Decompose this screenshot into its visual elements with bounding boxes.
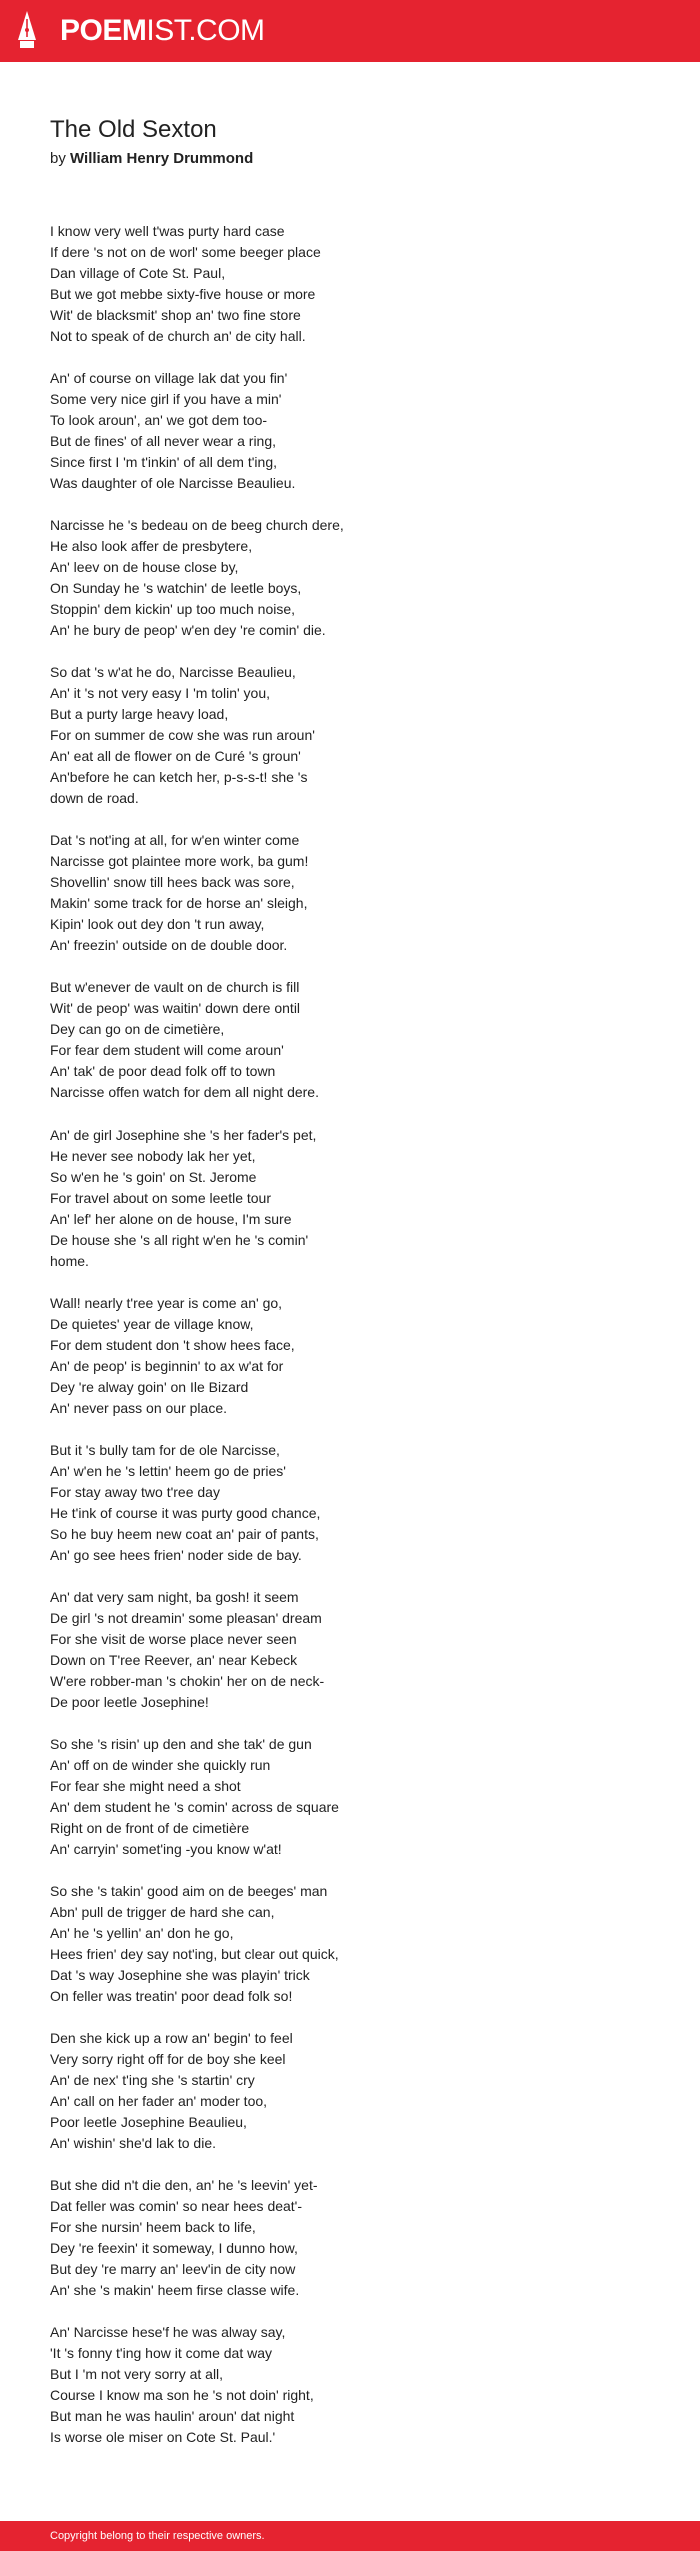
poem-line: W'ere robber-man 's chokin' her on de neck- bbox=[50, 1672, 325, 1689]
poem-line: If dere 's not on de worl' some beeger place bbox=[50, 244, 321, 260]
poem-line: Dey 're alway goin' on Ile Bizard bbox=[50, 1378, 249, 1395]
site-logo[interactable] bbox=[60, 14, 265, 48]
poem-line: An' leev on de house close by, bbox=[50, 559, 239, 576]
poem-line: Narcisse offen watch for dem all night dere. bbox=[50, 1084, 319, 1101]
poem-stanza bbox=[50, 221, 650, 347]
poem-line: So dat 's w'at he do, Narcisse Beaulieu, bbox=[50, 664, 296, 681]
poem-line: Wit' de peop' was waitin' down dere ontil bbox=[50, 1000, 301, 1017]
poem-line: For she visit de worse place never seen bbox=[50, 1630, 297, 1647]
poem-line: Down on T'ree Reever, an' near Kebeck bbox=[50, 1651, 298, 1668]
poem-stanza bbox=[50, 1125, 650, 1272]
poem-line: Abn' pull de trigger de hard she can, bbox=[50, 1904, 275, 1921]
poem-stanza bbox=[50, 2322, 650, 2448]
poem-stanza bbox=[50, 830, 650, 956]
poem-line: Den she kick up a row an' begin' to feel bbox=[50, 2030, 293, 2047]
poem-line: Narcisse got plaintee more work, ba gum! bbox=[50, 853, 309, 870]
poem-line: An' Narcisse hese'f he was alway say, bbox=[50, 2324, 286, 2341]
poem-line: I know very well t'was purty hard case bbox=[50, 223, 285, 239]
poem-line: De house she 's all right w'en he 's comin' bbox=[50, 1231, 309, 1248]
poem-line: Wit' de blacksmit' shop an' two fine store bbox=[50, 307, 301, 323]
poem-line: Right on de front of de cimetière bbox=[50, 1819, 250, 1836]
poem-line: An' de nex' t'ing she 's startin' cry bbox=[50, 2072, 255, 2089]
poem-line: An' dem student he 's comin' across de square bbox=[50, 1798, 339, 1815]
poem-line: Not to speak of de church an' de city hall. bbox=[50, 328, 306, 344]
poem-line: Dey can go on de cimetière, bbox=[50, 1021, 225, 1038]
site-header bbox=[0, 0, 700, 62]
poem-line: For on summer de cow she was run aroun' bbox=[50, 727, 315, 744]
poem-line: He never see nobody lak her yet, bbox=[50, 1147, 256, 1164]
poem-line: Dan village of Cote St. Paul, bbox=[50, 265, 226, 281]
poem-line: Wall! nearly t'ree year is come an' go, bbox=[50, 1294, 283, 1311]
poem-line: An' de girl Josephine she 's her fader's pet, bbox=[50, 1126, 317, 1143]
poem-line: An'before he can ketch her, p-s-s-t! she 's bbox=[50, 769, 308, 786]
poem-line: Kipin' look out dey don 't run away, bbox=[50, 916, 265, 933]
poem-stanza bbox=[50, 662, 650, 809]
poem-line: Since first I 'm t'inkin' of all dem t'ing, bbox=[50, 454, 277, 471]
poem-line: For fear she might need a shot bbox=[50, 1777, 241, 1794]
poem-stanza bbox=[50, 1440, 650, 1566]
poem-stanza bbox=[50, 2028, 650, 2154]
poem-line: So w'en he 's goin' on St. Jerome bbox=[50, 1168, 257, 1185]
poem-line: Dey 're feexin' it someway, I dunno how, bbox=[50, 2240, 298, 2257]
poem-line: An' off on de winder she quickly run bbox=[50, 1756, 271, 1773]
poem-body bbox=[50, 221, 650, 2469]
poem-line: An' wishin' she'd lak to die. bbox=[50, 2135, 216, 2152]
poem-line: Stoppin' dem kickin' up too much noise, bbox=[50, 601, 296, 618]
poem-line: home. bbox=[50, 1252, 89, 1269]
poem-title: The Old Sexton bbox=[50, 116, 217, 143]
poem-stanza bbox=[50, 1293, 650, 1419]
poem-line: An' de peop' is beginnin' to ax w'at for bbox=[50, 1357, 284, 1374]
poem-line: For she nursin' heem back to life, bbox=[50, 2219, 256, 2236]
poem-line: An' w'en he 's lettin' heem go de pries' bbox=[50, 1462, 286, 1479]
poem-line: An' carryin' somet'ing -you know w'at! bbox=[50, 1840, 282, 1857]
poem-line: But she did n't die den, an' he 's leevin' yet- bbox=[50, 2177, 318, 2194]
poem-stanza bbox=[50, 515, 650, 641]
poem-line: An' dat very sam night, ba gosh! it seem bbox=[50, 1588, 299, 1605]
poem-line: But w'enever de vault on de church is fill bbox=[50, 979, 300, 996]
poem-line: Course I know ma son he 's not doin' right, bbox=[50, 2387, 314, 2404]
poem-stanza bbox=[50, 2175, 650, 2301]
poem-line: An' it 's not very easy I 'm tolin' you, bbox=[50, 685, 271, 702]
poem-line: An' lef' her alone on de house, I'm sure bbox=[50, 1210, 292, 1227]
poem-stanza bbox=[50, 368, 650, 494]
poem-line: An' of course on village lak dat you fin' bbox=[50, 370, 288, 387]
poem-line: To look aroun', an' we got dem too- bbox=[50, 412, 268, 429]
poem-line: An' eat all de flower on de Curé 's groun' bbox=[50, 748, 301, 765]
poem-line: Poor leetle Josephine Beaulieu, bbox=[50, 2114, 247, 2131]
poem-line: De quietes' year de village know, bbox=[50, 1315, 254, 1332]
poem-line: An' go see hees frien' noder side de bay. bbox=[50, 1546, 302, 1563]
poem-line: An' he 's yellin' an' don he go, bbox=[50, 1925, 234, 1942]
poem-line: Very sorry right off for de boy she keel bbox=[50, 2051, 286, 2068]
poem-line: But we got mebbe sixty-five house or more bbox=[50, 286, 316, 302]
by-label: by bbox=[50, 150, 66, 167]
poem-line: For dem student don 't show hees face, bbox=[50, 1336, 295, 1353]
poem-stanza bbox=[50, 1881, 650, 2007]
pen-nib-icon bbox=[16, 10, 38, 50]
site-footer bbox=[0, 2521, 700, 2551]
poem-line: Makin' some track for de horse an' sleigh, bbox=[50, 895, 308, 912]
poem-line: Dat feller was comin' so near hees deat'- bbox=[50, 2198, 303, 2215]
poem-line: On feller was treatin' poor dead folk so! bbox=[50, 1988, 293, 2005]
poem-line: But I 'm not very sorry at all, bbox=[50, 2366, 224, 2383]
poem-line: Hees frien' dey say not'ing, but clear out quick, bbox=[50, 1946, 339, 1963]
poem-line: Narcisse he 's bedeau on de beeg church dere, bbox=[50, 517, 344, 534]
poem-line: For travel about on some leetle tour bbox=[50, 1189, 272, 1206]
poem-stanza bbox=[50, 1587, 650, 1713]
poem-line: But a purty large heavy load, bbox=[50, 706, 229, 723]
poem-line: But de fines' of all never wear a ring, bbox=[50, 433, 277, 450]
poem-line: So she 's risin' up den and she tak' de gun bbox=[50, 1735, 312, 1752]
poem-line: 'It 's fonny t'ing how it come dat way bbox=[50, 2345, 273, 2362]
poem-line: So she 's takin' good aim on de beeges' man bbox=[50, 1883, 328, 1900]
poem-line: Shovellin' snow till hees back was sore, bbox=[50, 874, 295, 891]
poem-line: For stay away two t'ree day bbox=[50, 1483, 220, 1500]
poem-line: An' she 's makin' heem firse classe wife. bbox=[50, 2282, 300, 2299]
author-name: William Henry Drummond bbox=[70, 150, 254, 167]
poem-line: De girl 's not dreamin' some pleasan' dream bbox=[50, 1609, 322, 1626]
poem-stanza bbox=[50, 1734, 650, 1860]
poem-line: Was daughter of ole Narcisse Beaulieu. bbox=[50, 475, 296, 492]
poem-line: De poor leetle Josephine! bbox=[50, 1693, 209, 1710]
poem-line: An' never pass on our place. bbox=[50, 1399, 228, 1416]
poem-stanza bbox=[50, 977, 650, 1103]
poem-line: Dat 's not'ing at all, for w'en winter come bbox=[50, 832, 300, 849]
poem-line: An' freezin' outside on de double door. bbox=[50, 937, 288, 954]
poem-line: He t'ink of course it was purty good chance, bbox=[50, 1504, 321, 1521]
poem-line: He also look affer de presbytere, bbox=[50, 538, 253, 555]
poem-line: down de road. bbox=[50, 790, 139, 807]
logo-light-part: IST.COM bbox=[146, 14, 265, 47]
poem-line: Some very nice girl if you have a min' bbox=[50, 391, 282, 408]
copyright-notice: Copyright belong to their respective owners. bbox=[50, 2530, 265, 2542]
poem-line: Is worse ole miser on Cote St. Paul.' bbox=[50, 2429, 276, 2446]
poem-line: On Sunday he 's watchin' de leetle boys, bbox=[50, 580, 302, 597]
poem-line: An' he bury de peop' w'en dey 're comin' die. bbox=[50, 622, 326, 639]
poem-line: Dat 's way Josephine she was playin' trick bbox=[50, 1967, 310, 1984]
poem-line: For fear dem student will come aroun' bbox=[50, 1042, 284, 1059]
poem-byline bbox=[50, 149, 253, 169]
poem-line: An' call on her fader an' moder too, bbox=[50, 2093, 268, 2110]
poem-line: But dey 're marry an' leev'in de city now bbox=[50, 2261, 296, 2278]
poem-line: An' tak' de poor dead folk off to town bbox=[50, 1063, 276, 1080]
poem-line: But it 's bully tam for de ole Narcisse, bbox=[50, 1441, 280, 1458]
logo-bold-part: POEM bbox=[60, 14, 147, 47]
poem-line: But man he was haulin' aroun' dat night bbox=[50, 2408, 295, 2425]
poem-line: So he buy heem new coat an' pair of pants, bbox=[50, 1525, 319, 1542]
